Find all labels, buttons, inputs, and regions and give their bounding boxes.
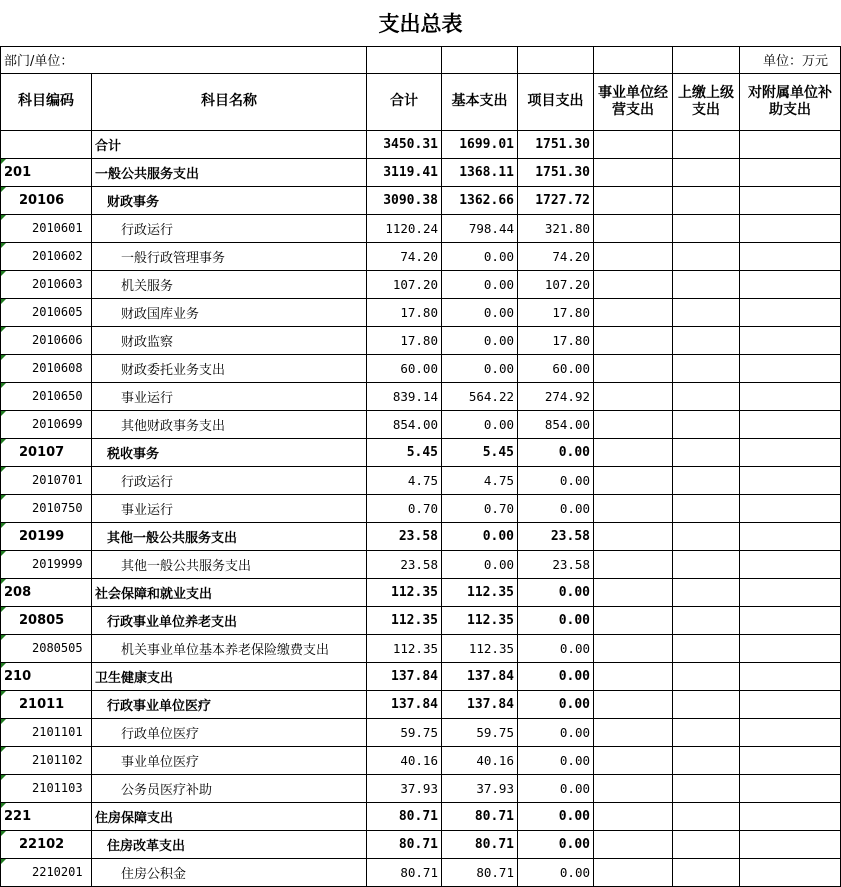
row-total: 4.75 [367, 466, 442, 494]
row-empty-cell [673, 858, 740, 886]
row-name: 财政国库业务 [92, 298, 367, 326]
table-row [1, 858, 841, 886]
row-empty-cell [673, 802, 740, 830]
row-project: 0.00 [518, 438, 594, 466]
row-project: 0.00 [518, 774, 594, 802]
row-empty-cell [673, 326, 740, 354]
row-empty-cell [740, 774, 841, 802]
row-empty-cell [673, 270, 740, 298]
table-row [1, 690, 841, 718]
row-code: 2101102 [1, 746, 92, 774]
row-empty-cell [673, 578, 740, 606]
row-empty-cell [673, 774, 740, 802]
row-code: 2010699 [1, 410, 92, 438]
table-row [1, 522, 841, 550]
meta-cell [442, 46, 518, 73]
row-project: 854.00 [518, 410, 594, 438]
row-code: 221 [1, 802, 92, 830]
row-empty-cell [740, 494, 841, 522]
row-empty-cell [673, 242, 740, 270]
header-total: 合计 [367, 73, 442, 130]
row-empty-cell [594, 802, 673, 830]
row-basic: 0.00 [442, 270, 518, 298]
row-empty-cell [740, 578, 841, 606]
row-code: 2101103 [1, 774, 92, 802]
meta-cell [673, 46, 740, 73]
row-empty-cell [594, 354, 673, 382]
row-empty-cell [740, 326, 841, 354]
row-basic: 0.00 [442, 354, 518, 382]
row-empty-cell [594, 326, 673, 354]
row-empty-cell [594, 158, 673, 186]
row-empty-cell [740, 746, 841, 774]
row-total: 17.80 [367, 326, 442, 354]
row-basic: 1362.66 [442, 186, 518, 214]
row-empty-cell [673, 354, 740, 382]
row-empty-cell [594, 410, 673, 438]
row-total: 37.93 [367, 774, 442, 802]
row-name: 机关服务 [92, 270, 367, 298]
row-empty-cell [594, 634, 673, 662]
row-code: 210 [1, 662, 92, 690]
row-empty-cell [594, 522, 673, 550]
row-empty-cell [673, 130, 740, 158]
row-basic: 564.22 [442, 382, 518, 410]
row-project: 0.00 [518, 690, 594, 718]
row-code: 20106 [1, 186, 92, 214]
row-empty-cell [673, 522, 740, 550]
row-empty-cell [740, 858, 841, 886]
row-basic: 37.93 [442, 774, 518, 802]
row-total: 1120.24 [367, 214, 442, 242]
row-total: 112.35 [367, 634, 442, 662]
row-empty-cell [594, 606, 673, 634]
row-empty-cell [740, 186, 841, 214]
table-row [1, 242, 841, 270]
row-empty-cell [740, 606, 841, 634]
department-label: 部门/单位： [1, 46, 367, 73]
row-project: 0.00 [518, 634, 594, 662]
table-row [1, 802, 841, 830]
row-total: 3090.38 [367, 186, 442, 214]
row-empty-cell [673, 410, 740, 438]
row-code: 20107 [1, 438, 92, 466]
row-basic: 0.70 [442, 494, 518, 522]
row-empty-cell [673, 158, 740, 186]
row-code: 20805 [1, 606, 92, 634]
header-subsidiary: 对附属单位补助支出 [740, 73, 841, 130]
row-project: 74.20 [518, 242, 594, 270]
row-empty-cell [740, 718, 841, 746]
row-code: 2010601 [1, 214, 92, 242]
row-empty-cell [740, 270, 841, 298]
row-empty-cell [673, 662, 740, 690]
row-basic: 112.35 [442, 606, 518, 634]
row-empty-cell [594, 270, 673, 298]
row-basic: 80.71 [442, 802, 518, 830]
row-total: 5.45 [367, 438, 442, 466]
table-row [1, 634, 841, 662]
row-basic: 112.35 [442, 634, 518, 662]
row-name: 财政事务 [92, 186, 367, 214]
row-total: 80.71 [367, 802, 442, 830]
table-row [1, 354, 841, 382]
header-basic: 基本支出 [442, 73, 518, 130]
row-empty-cell [594, 662, 673, 690]
row-basic: 0.00 [442, 522, 518, 550]
table-row [1, 774, 841, 802]
row-name: 其他一般公共服务支出 [92, 522, 367, 550]
row-basic: 0.00 [442, 326, 518, 354]
header-name: 科目名称 [92, 73, 367, 130]
row-empty-cell [594, 130, 673, 158]
row-project: 17.80 [518, 298, 594, 326]
row-code: 2010701 [1, 466, 92, 494]
table-row [1, 662, 841, 690]
row-empty-cell [740, 130, 841, 158]
row-empty-cell [740, 354, 841, 382]
row-code: 20199 [1, 522, 92, 550]
row-empty-cell [673, 298, 740, 326]
row-name: 行政单位医疗 [92, 718, 367, 746]
row-empty-cell [740, 802, 841, 830]
row-empty-cell [594, 578, 673, 606]
row-name: 税收事务 [92, 438, 367, 466]
table-row [1, 214, 841, 242]
row-name: 事业单位医疗 [92, 746, 367, 774]
row-empty-cell [673, 634, 740, 662]
row-name: 一般行政管理事务 [92, 242, 367, 270]
row-empty-cell [673, 746, 740, 774]
row-code: 201 [1, 158, 92, 186]
row-name: 机关事业单位基本养老保险缴费支出 [92, 634, 367, 662]
row-name: 公务员医疗补助 [92, 774, 367, 802]
row-project: 60.00 [518, 354, 594, 382]
row-name: 事业运行 [92, 494, 367, 522]
table-row [1, 578, 841, 606]
row-total: 40.16 [367, 746, 442, 774]
row-code: 2019999 [1, 550, 92, 578]
row-basic: 80.71 [442, 830, 518, 858]
row-empty-cell [594, 746, 673, 774]
table-row [1, 326, 841, 354]
row-total: 23.58 [367, 550, 442, 578]
row-total: 854.00 [367, 410, 442, 438]
row-total: 112.35 [367, 606, 442, 634]
row-empty-cell [594, 830, 673, 858]
row-name: 行政运行 [92, 214, 367, 242]
row-name: 合计 [92, 130, 367, 158]
table-row [1, 438, 841, 466]
row-total: 107.20 [367, 270, 442, 298]
row-empty-cell [673, 382, 740, 410]
row-project: 1727.72 [518, 186, 594, 214]
row-code: 2010605 [1, 298, 92, 326]
meta-cell [518, 46, 594, 73]
row-empty-cell [740, 298, 841, 326]
row-code: 2010650 [1, 382, 92, 410]
row-project: 23.58 [518, 522, 594, 550]
table-row [1, 270, 841, 298]
row-basic: 40.16 [442, 746, 518, 774]
row-total: 0.70 [367, 494, 442, 522]
row-basic: 137.84 [442, 662, 518, 690]
row-empty-cell [740, 242, 841, 270]
row-basic: 59.75 [442, 718, 518, 746]
row-project: 0.00 [518, 802, 594, 830]
row-project: 0.00 [518, 466, 594, 494]
row-basic: 798.44 [442, 214, 518, 242]
header-project: 项目支出 [518, 73, 594, 130]
row-empty-cell [594, 186, 673, 214]
row-empty-cell [594, 382, 673, 410]
row-project: 0.00 [518, 494, 594, 522]
row-name: 其他一般公共服务支出 [92, 550, 367, 578]
row-code [1, 130, 92, 158]
table-row [1, 606, 841, 634]
row-total: 17.80 [367, 298, 442, 326]
row-empty-cell [740, 466, 841, 494]
row-total: 112.35 [367, 578, 442, 606]
row-code: 22102 [1, 830, 92, 858]
table-row [1, 298, 841, 326]
row-total: 23.58 [367, 522, 442, 550]
row-basic: 0.00 [442, 550, 518, 578]
row-total: 137.84 [367, 690, 442, 718]
row-name: 住房保障支出 [92, 802, 367, 830]
row-total: 3450.31 [367, 130, 442, 158]
row-name: 一般公共服务支出 [92, 158, 367, 186]
row-name: 住房公积金 [92, 858, 367, 886]
row-name: 财政委托业务支出 [92, 354, 367, 382]
row-project: 321.80 [518, 214, 594, 242]
table-row [1, 494, 841, 522]
row-name: 住房改革支出 [92, 830, 367, 858]
header-code: 科目编码 [1, 73, 92, 130]
row-project: 0.00 [518, 606, 594, 634]
row-empty-cell [594, 690, 673, 718]
table-row [1, 718, 841, 746]
meta-cell [594, 46, 673, 73]
row-code: 21011 [1, 690, 92, 718]
row-empty-cell [673, 466, 740, 494]
row-name: 行政事业单位养老支出 [92, 606, 367, 634]
row-empty-cell [594, 494, 673, 522]
row-empty-cell [740, 158, 841, 186]
row-empty-cell [740, 410, 841, 438]
row-empty-cell [594, 466, 673, 494]
row-project: 0.00 [518, 578, 594, 606]
row-empty-cell [594, 550, 673, 578]
row-total: 74.20 [367, 242, 442, 270]
row-empty-cell [673, 690, 740, 718]
row-empty-cell [594, 242, 673, 270]
table-row [1, 130, 841, 158]
row-basic: 4.75 [442, 466, 518, 494]
row-empty-cell [594, 774, 673, 802]
row-project: 0.00 [518, 830, 594, 858]
row-empty-cell [740, 830, 841, 858]
header-business: 事业单位经营支出 [594, 73, 673, 130]
row-code: 2010603 [1, 270, 92, 298]
row-empty-cell [740, 214, 841, 242]
row-empty-cell [740, 634, 841, 662]
row-empty-cell [594, 298, 673, 326]
row-project: 0.00 [518, 718, 594, 746]
row-empty-cell [740, 382, 841, 410]
row-code: 2010608 [1, 354, 92, 382]
row-project: 107.20 [518, 270, 594, 298]
row-project: 0.00 [518, 746, 594, 774]
table-row [1, 158, 841, 186]
row-empty-cell [740, 690, 841, 718]
row-empty-cell [673, 438, 740, 466]
table-row [1, 186, 841, 214]
row-total: 137.84 [367, 662, 442, 690]
row-empty-cell [594, 718, 673, 746]
row-code: 2010602 [1, 242, 92, 270]
row-total: 59.75 [367, 718, 442, 746]
row-basic: 112.35 [442, 578, 518, 606]
row-basic: 0.00 [442, 298, 518, 326]
row-basic: 5.45 [442, 438, 518, 466]
row-empty-cell [673, 718, 740, 746]
row-empty-cell [594, 858, 673, 886]
row-empty-cell [673, 830, 740, 858]
table-row [1, 410, 841, 438]
row-empty-cell [673, 186, 740, 214]
row-code: 2010606 [1, 326, 92, 354]
page-title: 支出总表 [1, 0, 841, 46]
row-total: 80.71 [367, 858, 442, 886]
row-basic: 80.71 [442, 858, 518, 886]
row-total: 80.71 [367, 830, 442, 858]
row-empty-cell [673, 550, 740, 578]
row-project: 0.00 [518, 858, 594, 886]
row-basic: 0.00 [442, 242, 518, 270]
row-code: 2080505 [1, 634, 92, 662]
row-name: 行政运行 [92, 466, 367, 494]
row-project: 1751.30 [518, 158, 594, 186]
row-code: 2010750 [1, 494, 92, 522]
row-basic: 0.00 [442, 410, 518, 438]
row-project: 274.92 [518, 382, 594, 410]
header-upper: 上缴上级支出 [673, 73, 740, 130]
row-total: 3119.41 [367, 158, 442, 186]
row-code: 2210201 [1, 858, 92, 886]
row-code: 208 [1, 578, 92, 606]
row-name: 财政监察 [92, 326, 367, 354]
table-row [1, 746, 841, 774]
meta-cell [367, 46, 442, 73]
row-project: 0.00 [518, 662, 594, 690]
row-basic: 1368.11 [442, 158, 518, 186]
row-empty-cell [673, 494, 740, 522]
row-total: 839.14 [367, 382, 442, 410]
table-row [1, 830, 841, 858]
row-name: 卫生健康支出 [92, 662, 367, 690]
row-total: 60.00 [367, 354, 442, 382]
row-empty-cell [740, 522, 841, 550]
row-project: 23.58 [518, 550, 594, 578]
row-name: 其他财政事务支出 [92, 410, 367, 438]
row-project: 17.80 [518, 326, 594, 354]
row-basic: 137.84 [442, 690, 518, 718]
row-name: 事业运行 [92, 382, 367, 410]
row-empty-cell [673, 606, 740, 634]
table-row [1, 550, 841, 578]
row-empty-cell [740, 662, 841, 690]
unit-label: 单位：万元 [740, 46, 841, 73]
row-code: 2101101 [1, 718, 92, 746]
row-empty-cell [594, 438, 673, 466]
row-project: 1751.30 [518, 130, 594, 158]
row-empty-cell [740, 550, 841, 578]
row-basic: 1699.01 [442, 130, 518, 158]
table-row [1, 382, 841, 410]
row-empty-cell [740, 438, 841, 466]
table-row [1, 466, 841, 494]
row-name: 行政事业单位医疗 [92, 690, 367, 718]
row-empty-cell [594, 214, 673, 242]
row-empty-cell [673, 214, 740, 242]
row-name: 社会保障和就业支出 [92, 578, 367, 606]
